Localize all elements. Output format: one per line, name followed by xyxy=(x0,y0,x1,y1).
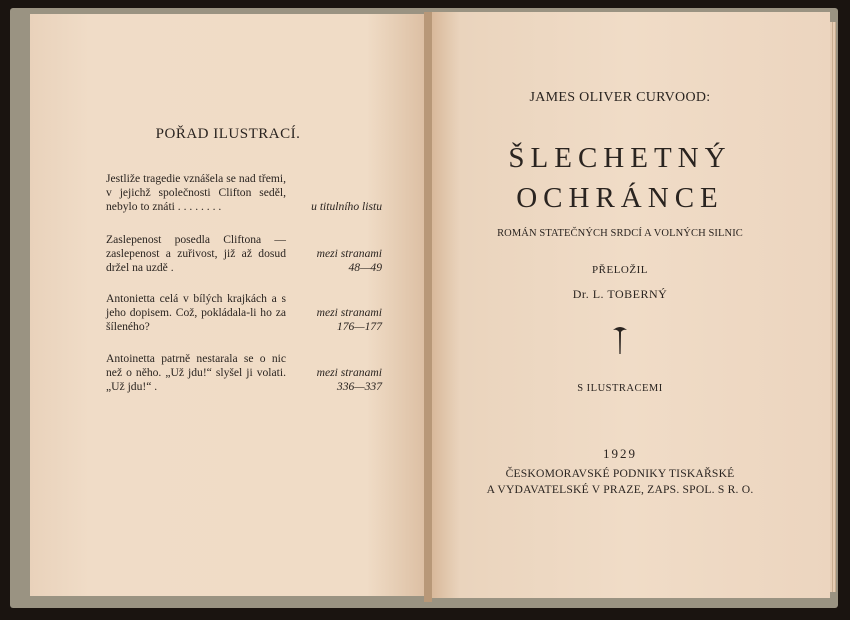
location-label: u titulního listu xyxy=(311,200,382,213)
illustration-caption: Antonietta celá v bílých krajkách a s jeho dopisem. Což, pokládala-li ho za šíleného? xyxy=(106,292,286,333)
illustrations-note: S ILUSTRACEMI xyxy=(577,383,663,394)
book-subtitle: ROMÁN STATEČNÝCH SRDCÍ A VOLNÝCH SILNIC xyxy=(497,228,743,239)
illustration-caption: Antoinetta patrně nestarala se o nic než o něho. „Už jdu!“ slyšel ji volati. „Už jdu!“ . xyxy=(106,352,286,393)
book-title-line2: OCHRÁNCE xyxy=(516,182,724,214)
location-label: mezi stranami xyxy=(316,306,382,319)
illustration-entry xyxy=(106,172,382,214)
page-range: 48—49 xyxy=(348,261,382,274)
publisher-line: A VYDAVATELSKÉ V PRAZE, ZAPS. SPOL. S R. O. xyxy=(486,483,754,496)
publication-year: 1929 xyxy=(603,446,637,461)
book-title-line1: ŠLECHETNÝ xyxy=(508,142,732,174)
illustration-location xyxy=(317,366,382,394)
author-name: JAMES OLIVER CURVOOD: xyxy=(529,90,711,105)
illustration-entry xyxy=(106,233,382,275)
book-spine xyxy=(424,12,432,602)
translated-by-label: PŘELOŽIL xyxy=(592,264,648,276)
page-range: 336—337 xyxy=(336,380,382,393)
page-range: 176—177 xyxy=(336,320,382,333)
illustrations-list-heading: POŘAD ILUSTRACÍ. xyxy=(155,126,301,142)
illustration-entry xyxy=(106,292,382,334)
publisher-block xyxy=(440,466,800,498)
illustration-caption: Jestliže tragedie vznášela se nad třemi, v jejichž společnosti Clifton seděl, nebylo to znáti . . . . . . . . xyxy=(106,172,286,213)
illustration-caption: Zaslepenost posedla Cliftona — zaslepenost a zuřivost, již až dosud držel na uzdě . xyxy=(106,233,286,274)
translator-name: Dr. L. TOBERNÝ xyxy=(572,287,668,301)
illustration-location xyxy=(317,306,382,334)
illustration-entry xyxy=(106,352,382,394)
location-label: mezi stranami xyxy=(316,247,382,260)
publisher-line: ČESKOMORAVSKÉ PODNIKY TISKAŘSKÉ xyxy=(505,467,735,480)
illustration-location xyxy=(311,200,382,214)
printer-ornament-icon xyxy=(610,324,630,358)
illustration-location xyxy=(317,247,382,275)
location-label: mezi stranami xyxy=(316,366,382,379)
